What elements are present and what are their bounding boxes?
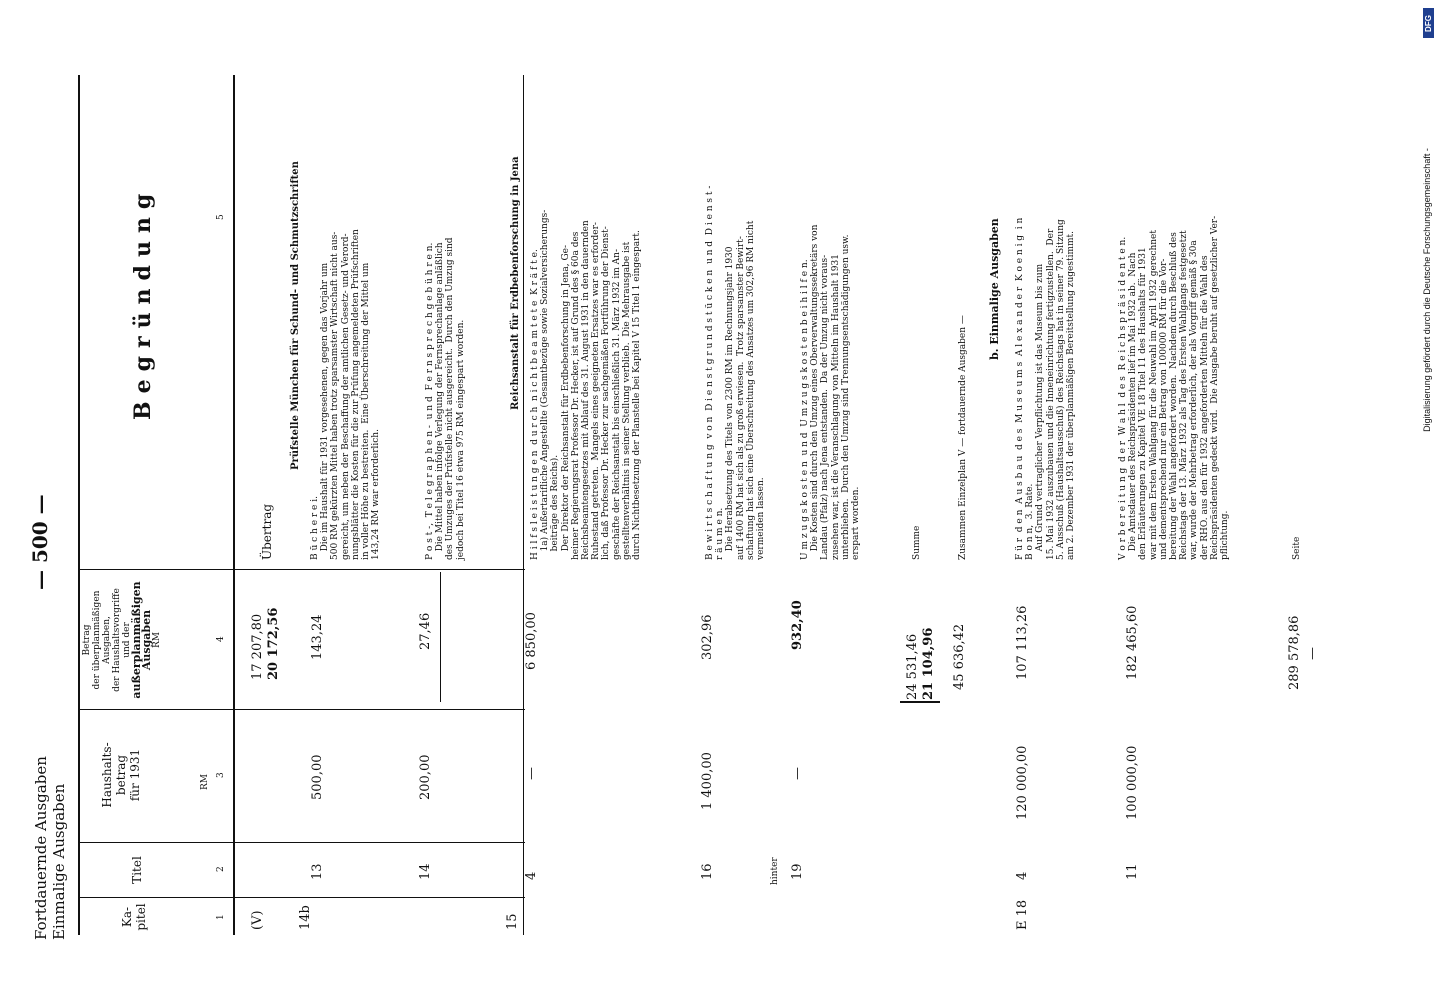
text-line: gestelltenverhältnis in seiner Stellung verblieb. Die Mehrausgabe ist [621,241,632,560]
col-sep-1 [78,897,525,898]
text-line: Der Direktor der Reichsanstalt für Erdbebenforschung in Jena, Ge- [560,245,571,560]
text-hilfs [530,210,642,560]
text-line: jedoch bei Titel 16 etwa 975 RM eingespart worden. [455,319,466,560]
text-line: Reichstags der 13. März 1932 als Tag des Ersten Wahlgangs festgesetzt [1179,230,1190,560]
text-line: war, wurde der Mehrbetrag erforderlich, der als Vorgriff gemäß § 30a [1189,240,1200,560]
text-line: beiträge des Reichs). [550,454,561,560]
subhead-pruefstelle: Prüfstelle München für Schund- und Schmutzschriften [290,161,301,470]
col-number-1: 1 [216,914,226,920]
text-line: r ä u m e n. [715,507,726,560]
subhead-einmalig: b. Einmalige Ausgaben [988,218,1001,360]
row-14b-kapitel: 14b [298,905,313,930]
text-line: bereitung der Wahl angefordert worden. Nachdem durch Beschluß des [1169,232,1180,560]
text-line: Die im Haushalt für 1931 vorgesehenen, gegen das Vorjahr um [320,262,331,560]
header-begruendung: Begründung [130,185,156,420]
summe-rule-a [900,701,940,703]
header-haushalt-unit: RM [200,774,210,790]
text-line: durch Nichtbesetzung der Planstelle bei Kapitel V 15 Titel 1 eingespart. [632,230,643,560]
text-line: zusehen war, ist die Veranschlagung von Mitteln im Haushalt 1931 [830,254,841,560]
col-sep-3 [78,709,525,710]
header-titel: Titel [130,856,144,884]
text-line: U m z u g s k o s t e n u n d U m z u g s k o s t e n b e i h i l f e n. [800,259,810,560]
text-line: H i l f s l e i s t u n g e n d u r c h n i c h t b e a m t e t e K r ä f t e. [530,249,540,560]
text-line: Die Herabsetzung des Titels von 2300 RM im Rechnungsjahr 1930 [725,246,736,560]
text-line: Auf Grund vertraglicher Verpflichtung ist das Museum bis zum [1035,263,1046,560]
text-line: in voller Höhe zu bestreiten. Eine Überschreitung der Mittel um [361,262,372,560]
page-number: — 500 — [28,494,52,590]
text-line: F ü r d e n A u s b a u d e s M u s e u m s A l e x a n d e r K o e n i g i n [1015,217,1025,560]
text-line: 5. Ausschuß (Haushaltsausschuß) des Reichstags hat in seiner 79. Sitzung [1055,219,1066,560]
row-seite-dash: — [1305,647,1320,660]
row-e18-titel: 4 [1015,871,1030,880]
text-line: Die Kosten sind durch den Umzug eines Oberverwaltungssekretärs von [810,224,821,560]
row-19-haushalt: — [790,767,805,780]
text-line: war mit dem Ersten Wahlgang für die Neuwahl im April 1932 gerechnet [1148,230,1159,560]
text-line: 1a) Außertarifliche Angestellte (Gesamtbezüge sowie Sozialversicherungs- [540,209,551,560]
row-summe-betrag1: 24 531,46 [905,633,920,700]
row-e11-haushalt: 100 000,00 [1125,745,1140,820]
summe-rule [440,572,441,702]
row-seite-betrag: 289 578,86 [1287,615,1302,690]
row-e11-betrag: 182 465,60 [1125,605,1140,680]
text-umzug [800,225,861,560]
section-title-einmalige: Einmalige Ausgaben [50,783,68,940]
text-line: P o s t -, T e l e g r a p h e n - u n d F e r n s p r e c h g e b ü h r e n. [425,242,435,560]
row-zusammen-text: Zusammen Einzelplan V — fortdauernde Ausgaben — [958,315,968,560]
text-line: auf 1400 RM hat sich als zu groß erwiesen. Trotz sparsamster Bewirt- [735,236,746,560]
text-line: Reichsbeamtengesetzes mit Ablauf des 31. August 1931 in den dauernden [581,220,592,560]
row-15-kapitel: 15 [505,913,520,930]
text-wahl [1118,216,1230,560]
col-number-5: 5 [216,214,226,220]
row-15-betrag: 6 850,00 [524,612,539,670]
row-15-titel: 4 [524,871,539,880]
row-14b-haushalt: 500,00 [310,754,325,800]
row-e18-betrag: 107 113,26 [1015,605,1030,680]
text-line: Ruhestand getreten. Mangels eines geeigneten Ersatzes war es erforder- [591,222,602,560]
text-line: geschäfte der Reichsanstalt bis einschließlich 31. März 1932 im An- [611,248,622,560]
row-zusammen-betrag: 45 636,42 [952,623,967,690]
text-line: V o r b e r e i t u n g d e r W a h l d e s R e i c h s p r ä s i d e n t e n. [1118,236,1128,560]
row-e18-haushalt: 120 000,00 [1015,745,1030,820]
header-bottom-rule [233,75,235,935]
text-line: lich, daß Professor Dr. Hecker zur sachgemäßen Fortführung der Dienst- [601,226,612,560]
row-uebertrag-betrag2: 20 172,56 [266,607,281,680]
section-title-fortdauernde: Fortdauernde Ausgaben [32,756,50,940]
header-betrag: Betrag der überplanmäßigen Ausgaben, der Haushaltsvorgriffe und der außerplanmäßigen Ausgaben RM [82,581,162,699]
text-post [425,237,466,560]
header-haushalt: Haushalts- betrag für 1931 [100,742,142,808]
text-line: unterblieben. Durch den Umzug sind Trennungsentschädigungen usw. [840,234,851,560]
row-14-betrag: 27,46 [418,612,433,650]
col-number-3: 3 [216,772,226,778]
text-line: Landau (Pfalz) nach Jena entstanden. Da der Umzug nicht voraus- [820,254,831,560]
table-bottom-rule [523,75,524,935]
row-uebertrag-text: Übertrag [260,503,274,560]
text-line: erspart worden. [851,486,862,560]
row-14b-betrag: 143,24 [310,614,325,660]
row-15-haushalt: — [524,767,539,780]
row-uebertrag-kapitel: (V) [250,910,265,930]
row-19-titel-pre: hinter [770,857,780,885]
row-summe-text: Summe [912,525,922,560]
row-summe-betrag2: 21 104,96 [921,627,936,700]
col-sep-4b [80,569,230,570]
text-line: B o n n, 3. Rate. [1025,483,1036,560]
dfg-badge: DFG [1423,8,1434,38]
text-bewirt [705,186,766,560]
text-line: schaftung hat sich eine Überschreitung des Ansatzes um 302,96 RM nicht [745,220,756,560]
text-line: am 2. Dezember 1931 der überplanmäßigen Bereitstellung zugestimmt. [1066,230,1077,560]
text-line: B e w i r t s c h a f t u n g v o n D i e n s t g r u n d s t ü c k e n u n d D i e n s t - [705,185,715,560]
text-buecherei [310,229,381,560]
text-line: pflichtung. [1220,510,1231,560]
table-top-rule [78,75,80,935]
text-line: 143,24 RM war erforderlich. [371,429,382,560]
text-line: und dementsprechend nur ein Betrag von 100000 RM für die Vor- [1158,258,1169,560]
text-museum [1015,218,1076,560]
text-line: Die Amtsdauer des Reichspräsidenten lief im Mai 1932 ab. Nach [1128,252,1139,560]
row-19-titel: 19 [790,863,805,880]
col-sep-2 [78,842,525,843]
text-line: heimer Regierungsrat Professor Dr. Hecker, ist auf Grund des § 60a des [570,231,581,560]
row-14b-titel: 13 [310,863,325,880]
row-16-titel: 16 [700,863,715,880]
row-e18-kapitel: E 18 [1015,899,1030,930]
row-16-haushalt: 1 400,00 [700,752,715,810]
row-19-betrag: 932,40 [790,600,805,650]
text-line: den Erläuterungen zu Kapitel VE 18 Titel 11 des Haushalts für 1931 [1138,247,1149,560]
col-number-2: 2 [216,866,226,872]
row-14-titel: 14 [418,863,433,880]
text-line: der RHO. aus den für 1932 angeforderten Mitteln für die Wahl des [1199,255,1210,560]
text-line: Reichspräsidenten gedeckt wird. Die Ausgabe beruht auf gesetzlicher Ver- [1209,215,1220,560]
text-line: vermeiden lassen. [756,477,767,560]
text-line: B ü c h e r e i. [310,496,320,560]
row-16-betrag: 302,96 [700,614,715,660]
text-line: 500 RM gekürzten Mittel haben trotz sparsamster Wirtschaft nicht aus- [330,231,341,560]
header-kapitel: Ka- pitel [120,903,148,931]
text-line: gereicht, um neben der Beschaffung der amtlichen Gesetz- und Verord- [340,233,351,560]
subhead-reichsanstalt: Reichsanstalt für Erdbebenforschung in Jena [510,156,521,410]
text-line: des Umzuges der Prüfstelle nicht ausgereicht. Durch den Umzug sind [445,237,456,560]
text-line: nungsblätter die Kosten für die zur Prüfung angemeldeten Prüfschriften [350,229,361,560]
row-seite-text: Seite [1292,536,1302,560]
col-number-4: 4 [216,636,226,642]
text-line: Die Mittel haben infolge Verlegung der Fernsprechanlage anläßlich [435,242,446,560]
row-14-haushalt: 200,00 [418,754,433,800]
row-e11-titel: 11 [1125,863,1140,880]
row-uebertrag-betrag1: 17 207,80 [250,613,265,680]
text-line: 15. Mai 1932 auszubauen und die Inneneinrichtung fertigzustellen. Der [1045,228,1056,560]
